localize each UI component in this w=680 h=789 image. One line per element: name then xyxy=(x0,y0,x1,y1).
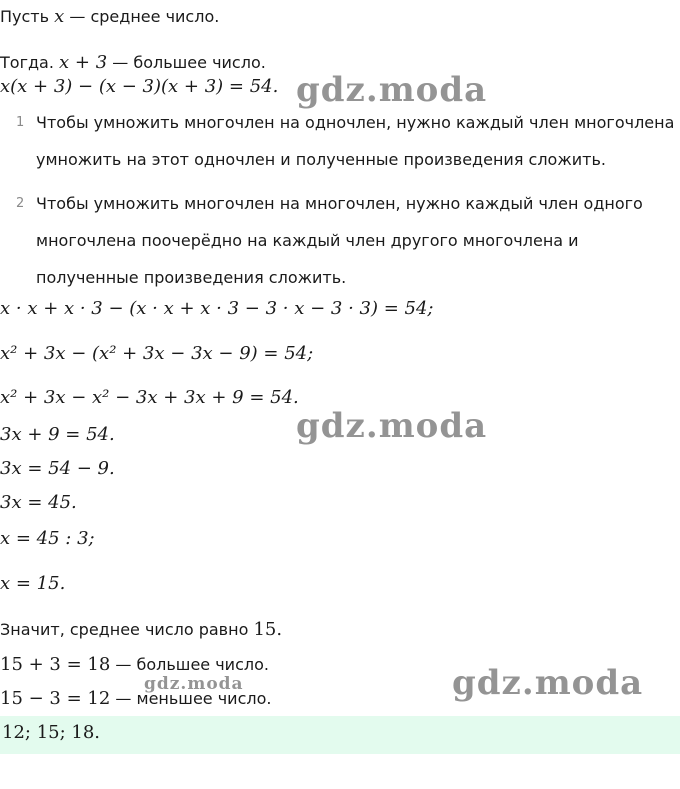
note-1: Чтобы умножить многочлен на одночлен, нужно каждый член многочлена умножить на этот одночлен и полученные произведения сложить. xyxy=(36,113,675,169)
result-larger-expr: 15 + 3 = 18 xyxy=(0,654,111,675)
note-number-1: 1 xyxy=(16,115,25,130)
intro-let-line xyxy=(0,6,219,27)
conclusion-prefix: Значит, среднее число равно xyxy=(0,620,249,639)
main-equation: x(x + 3) − (x − 3)(x + 3) = 54. xyxy=(0,76,279,97)
conclusion-line xyxy=(0,619,282,640)
result-smaller-label: — меньшее число. xyxy=(115,689,272,708)
step-2: x² + 3x − (x² + 3x − 3x − 9) = 54; xyxy=(0,343,314,364)
answer-text: 12; 15; 18. xyxy=(2,722,101,743)
note-2: Чтобы умножить многочлен на многочлен, нужно каждый член одного многочлена поочерёдно на каждый член другого многочлена и полученные произведения сложить. xyxy=(36,194,643,287)
intro-let-suffix: — среднее число. xyxy=(69,7,220,26)
step-7: x = 45 : 3; xyxy=(0,528,95,549)
step-4: 3x + 9 = 54. xyxy=(0,424,115,445)
watermark-logo: gdz.moda xyxy=(296,70,488,110)
intro-then-prefix: Тогда. xyxy=(0,53,54,72)
note-number-2: 2 xyxy=(16,196,25,211)
intro-let-prefix: Пусть xyxy=(0,7,50,26)
result-larger xyxy=(0,654,269,675)
step-5: 3x = 54 − 9. xyxy=(0,458,115,479)
step-1: x · x + x · 3 − (x · x + x · 3 − 3 · x − 3 · 3) = 54; xyxy=(0,298,434,319)
watermark-logo-small: gdz.moda xyxy=(144,674,244,694)
step-8: x = 15. xyxy=(0,573,66,594)
intro-then-expr: x + 3 xyxy=(59,52,108,73)
answer-box xyxy=(0,716,680,754)
conclusion-value: 15. xyxy=(253,619,283,640)
watermark-logo: gdz.moda xyxy=(452,663,644,703)
watermark-logo: gdz.moda xyxy=(296,406,488,446)
intro-let-var: x xyxy=(54,6,65,27)
result-smaller-expr: 15 − 3 = 12 xyxy=(0,688,111,709)
intro-then-suffix: — большее число. xyxy=(112,53,266,72)
intro-then-line xyxy=(0,52,266,73)
step-6: 3x = 45. xyxy=(0,492,77,513)
result-larger-label: — большее число. xyxy=(115,655,269,674)
step-3: x² + 3x − x² − 3x + 3x + 9 = 54. xyxy=(0,387,299,408)
